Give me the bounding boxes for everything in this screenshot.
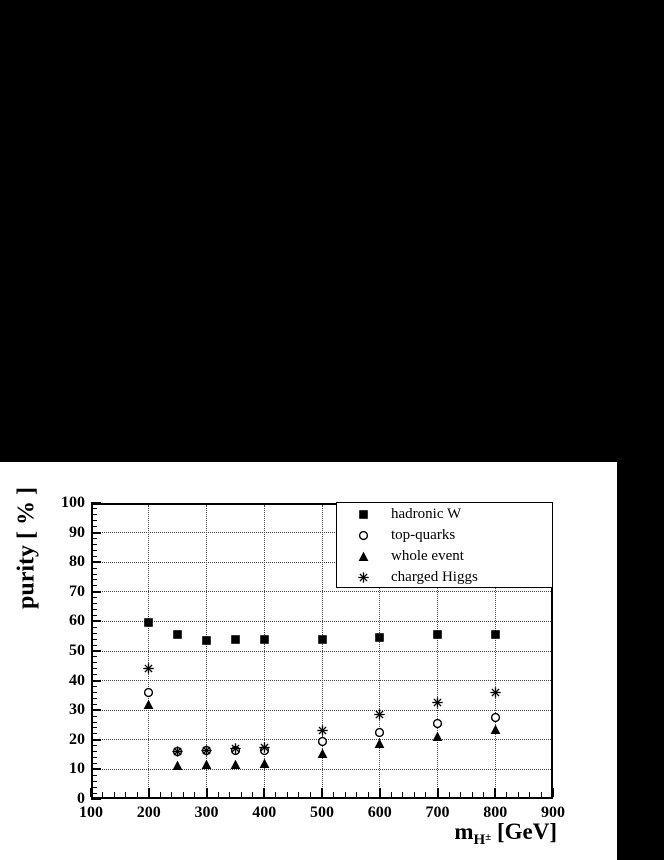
legend-label: whole event: [391, 548, 464, 564]
data-point-charged-higgs: [229, 742, 242, 760]
x-tick-label: 500: [310, 804, 334, 821]
y-tick-label: 50: [69, 642, 85, 659]
data-point-hadronic-w: [431, 628, 444, 646]
data-point-hadronic-w: [316, 633, 329, 651]
black-mask-right: [617, 462, 664, 860]
data-point-whole-event: [142, 698, 155, 716]
x-tick-label: 700: [425, 804, 450, 821]
x-axis-title: [454, 819, 557, 849]
y-tick-label: 0: [77, 790, 85, 807]
x-tick-label: 800: [483, 804, 508, 821]
data-point-hadronic-w: [489, 628, 502, 646]
y-tick-label: 30: [69, 701, 85, 719]
data-point-charged-higgs: [431, 696, 444, 714]
legend-label: hadronic W: [391, 506, 462, 522]
x-tick-label: 400: [252, 804, 277, 821]
x-tick-label: 300: [194, 804, 219, 821]
x-tick-label: 600: [367, 804, 392, 821]
data-point-whole-event: [373, 737, 386, 755]
filled-square-icon: [357, 508, 370, 526]
x-title-plusminus: ±: [485, 831, 492, 843]
data-point-charged-higgs: [171, 745, 184, 763]
x-title-sub-h: H: [473, 832, 486, 848]
asterisk-star-icon: [357, 571, 370, 589]
data-point-hadronic-w: [373, 631, 386, 649]
data-point-hadronic-w: [229, 633, 242, 651]
data-point-charged-higgs: [316, 724, 329, 742]
data-point-whole-event: [258, 757, 271, 775]
y-tick-label: 100: [61, 494, 85, 511]
chart-figure: [0, 462, 617, 860]
y-tick-label: 20: [69, 730, 85, 748]
data-point-whole-event: [229, 758, 242, 776]
x-title-unit: [GeV]: [491, 819, 557, 844]
data-point-hadronic-w: [171, 628, 184, 646]
data-point-charged-higgs: [373, 708, 386, 726]
x-tick-label: 900: [541, 804, 565, 821]
y-tick-label: 90: [69, 523, 85, 541]
data-point-whole-event: [316, 747, 329, 765]
data-point-hadronic-w: [142, 616, 155, 634]
data-point-charged-higgs: [489, 686, 502, 704]
y-tick-label: 10: [69, 760, 85, 778]
y-tick-label: 40: [69, 671, 85, 689]
legend-entry: [337, 546, 552, 567]
legend-label: charged Higgs: [391, 569, 478, 585]
data-point-charged-higgs: [142, 662, 155, 680]
legend-entry: [337, 504, 552, 525]
data-point-whole-event: [489, 723, 502, 741]
y-tick-label: 80: [69, 553, 85, 571]
data-point-charged-higgs: [258, 741, 271, 759]
data-point-charged-higgs: [200, 744, 213, 762]
open-circle-icon: [357, 529, 370, 547]
x-title-base: m: [454, 819, 474, 844]
data-point-hadronic-w: [258, 633, 271, 651]
legend-entry: [337, 525, 552, 546]
legend-box: [336, 502, 553, 588]
legend-label: top-quarks: [391, 527, 456, 543]
data-point-whole-event: [431, 730, 444, 748]
x-tick-label: 100: [79, 804, 103, 821]
filled-triangle-icon: [357, 550, 370, 568]
y-tick-label: 70: [69, 582, 85, 600]
data-point-hadronic-w: [200, 634, 213, 652]
x-tick-label: 200: [136, 804, 161, 821]
y-tick-label: 60: [69, 612, 85, 630]
legend-entry: [337, 567, 552, 588]
x-title-subscript: [474, 832, 492, 848]
y-axis-title: purity [ % ]: [13, 487, 40, 609]
